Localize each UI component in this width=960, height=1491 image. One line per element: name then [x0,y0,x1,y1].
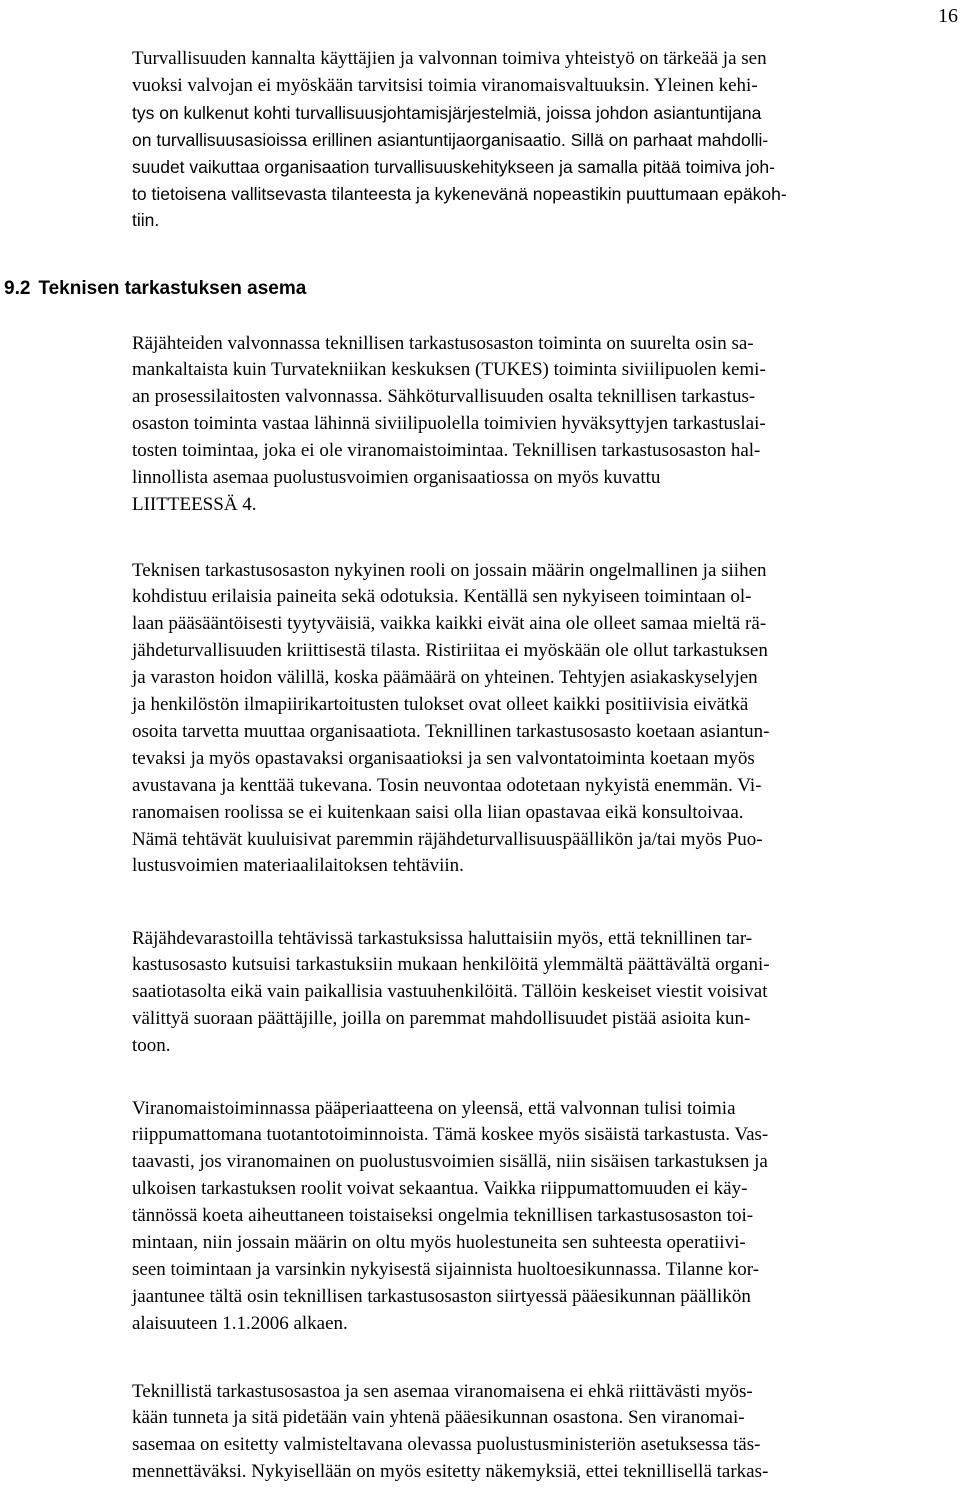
text-line: kastusosasto kutsuisi tarkastuksiin mukaan henkilöitä ylemmältä päättävältä organi- [132,954,770,976]
text-line: toon. [132,1035,171,1057]
text-line: vuoksi valvojan ei myöskään tarvitsisi toimia viranomaisvaltuuksin. Yleinen kehi- [132,74,758,96]
text-line: Nämä tehtävät kuuluisivat paremmin räjähdeturvallisuuspäällikön ja/tai myös Puo- [132,828,763,850]
paragraph-1 [132,331,956,519]
text-line: ja henkilöstön ilmapiirikartoitusten tulokset ovat olleet kaikki positiivisia eivätkä [132,694,749,716]
text-line: taavasti, jos viranomainen on puolustusvoimien sisällä, niin sisäisen tarkastuksen ja [132,1151,768,1173]
text-line: alaisuuteen 1.1.2006 alkaen. [132,1312,348,1334]
text-line: ranomaisen roolissa se ei kuitenkaan saisi olla liian opastavaa eikä konsultoivaa. [132,801,744,823]
text-line: mintaan, niin jossain määrin on oltu myös huolestuneita sen suhteesta operatiivi- [132,1232,746,1254]
text-line: laan pääsääntöisesti tyytyväisiä, vaikka kaikki eivät aina ole olleet samaa mieltä rä- [132,613,767,635]
intro-paragraph-sans [132,100,956,235]
text-line: tosten toimintaa, joka ei ole viranomaistoimintaa. Teknillisen tarkastusosaston hal- [132,440,761,462]
text-line: avustavana ja kenttää tukevana. Tosin neuvontaa odotetaan nykyistä enemmän. Vi- [132,774,762,796]
text-line: Teknisen tarkastusosaston nykyinen rooli on jossain määrin ongelmallinen ja siihen [132,559,767,581]
text-line: LIITTEESSÄ 4. [132,493,257,515]
text-line: mankaltaista kuin Turvatekniikan keskuksen (TUKES) toiminta siviilipuolen kemi- [132,359,766,381]
text-line: sasemaa on esitetty valmisteltavana olevassa puolustusministeriön asetuksessa täs- [132,1434,761,1456]
text-line: kään tunneta ja sitä pidetään vain yhtenä pääesikunnan osastona. Sen viranomai- [132,1407,745,1429]
text-line: Räjähteiden valvonnassa teknillisen tarkastusosaston toiminta on suurelta osin sa- [132,332,754,354]
text-line: to tietoisena vallitsevasta tilanteesta ja kykenevänä nopeastikin puuttumaan epäkoh- [132,183,787,204]
text-line: riippumattomana tuotantotoiminnoista. Tämä koskee myös sisäistä tarkastusta. Vas- [132,1124,769,1146]
text-line: ja varaston hoidon välillä, koska päämäärä on yhteinen. Tehtyjen asiakaskyselyjen [132,667,758,689]
page-number: 16 [938,5,958,27]
intro-paragraph-serif [132,46,956,100]
text-line: saatiotasolta eikä vain paikallisia vastuuhenkilöitä. Tällöin keskeiset viestit voisivat [132,981,768,1003]
text-line: kohdistuu erilaisia paineita sekä odotuksia. Kentällä sen nykyiseen toimintaan ol- [132,586,752,608]
text-line: välittyä suoraan päättäjille, joilla on paremmat mahdollisuudet pistää asioita kun- [132,1008,751,1030]
text-line: osoita tarvetta muuttaa organisaatiota. Teknillinen tarkastusosasto koetaan asiantun- [132,720,770,742]
text-line: lustusvoimien materiaalilaitoksen tehtäviin. [132,855,464,877]
paragraph-4 [132,1096,956,1338]
text-line: mennettäväksi. Nykyisellään on myös esitetty näkemyksiä, ettei teknillisellä tarkas- [132,1461,769,1483]
paragraph-5 [132,1379,956,1487]
text-line: Turvallisuuden kannalta käyttäjien ja valvonnan toimiva yhteistyö on tärkeää ja sen [132,48,767,69]
text-line: ulkoisen tarkastuksen roolit voivat sekaantua. Vaikka riippumattomuuden ei käy- [132,1178,748,1200]
text-line: an prosessilaitosten valvonnassa. Sähköturvallisuuden osalta teknillisen tarkastus- [132,386,756,408]
text-line: jähdeturvallisuuden kriittisestä tilasta. Ristiriitaa ei myöskään ole ollut tarkastuksen [132,640,768,662]
text-line: tevaksi ja myös opastavaksi organisaatioksi ja sen valvontatoiminta koetaan myös [132,747,755,769]
text-line: osaston toiminta vastaa lähinnä siviilipuolella toimivien hyväksyttyjen tarkastuslai- [132,413,766,435]
text-line: Räjähdevarastoilla tehtävissä tarkastuksissa haluttaisiin myös, että teknillinen tar- [132,927,753,949]
text-line: jaantunee tältä osin teknillisen tarkastusosaston siirtyessä pääesikunnan päällikön [132,1285,751,1307]
paragraph-3 [132,926,956,1061]
paragraph-2 [132,558,956,881]
section-heading [4,276,306,302]
text-line: linnollista asemaa puolustusvoimien organisaatiossa on myös kuvattu [132,467,661,489]
text-line: Viranomaistoiminnassa pääperiaatteena on yleensä, että valvonnan tulisi toimia [132,1097,736,1119]
text-line: seen toimintaan ja varsinkin nykyisestä sijainnista huoltoesikunnassa. Tilanne kor- [132,1258,760,1280]
text-line: tys on kulkenut kohti turvallisuusjohtamisjärjestelmiä, joissa johdon asiantuntijana [132,102,762,123]
section-number: 9.2 [4,278,31,299]
text-line: tiin. [132,210,160,231]
text-line: suudet vaikuttaa organisaation turvallisuuskehitykseen ja samalla pitää toimiva joh- [132,156,775,177]
section-title: Teknisen tarkastuksen asema [38,278,307,299]
text-line: Teknillistä tarkastusosastoa ja sen asemaa viranomaisena ei ehkä riittävästi myös- [132,1380,753,1402]
text-line: on turvallisuusasioissa erillinen asiantuntijaorganisaatio. Sillä on parhaat mahdolli- [132,129,769,150]
text-line: tännössä koeta aiheuttaneen toistaiseksi ongelmia teknillisen tarkastusosaston toi- [132,1205,754,1227]
